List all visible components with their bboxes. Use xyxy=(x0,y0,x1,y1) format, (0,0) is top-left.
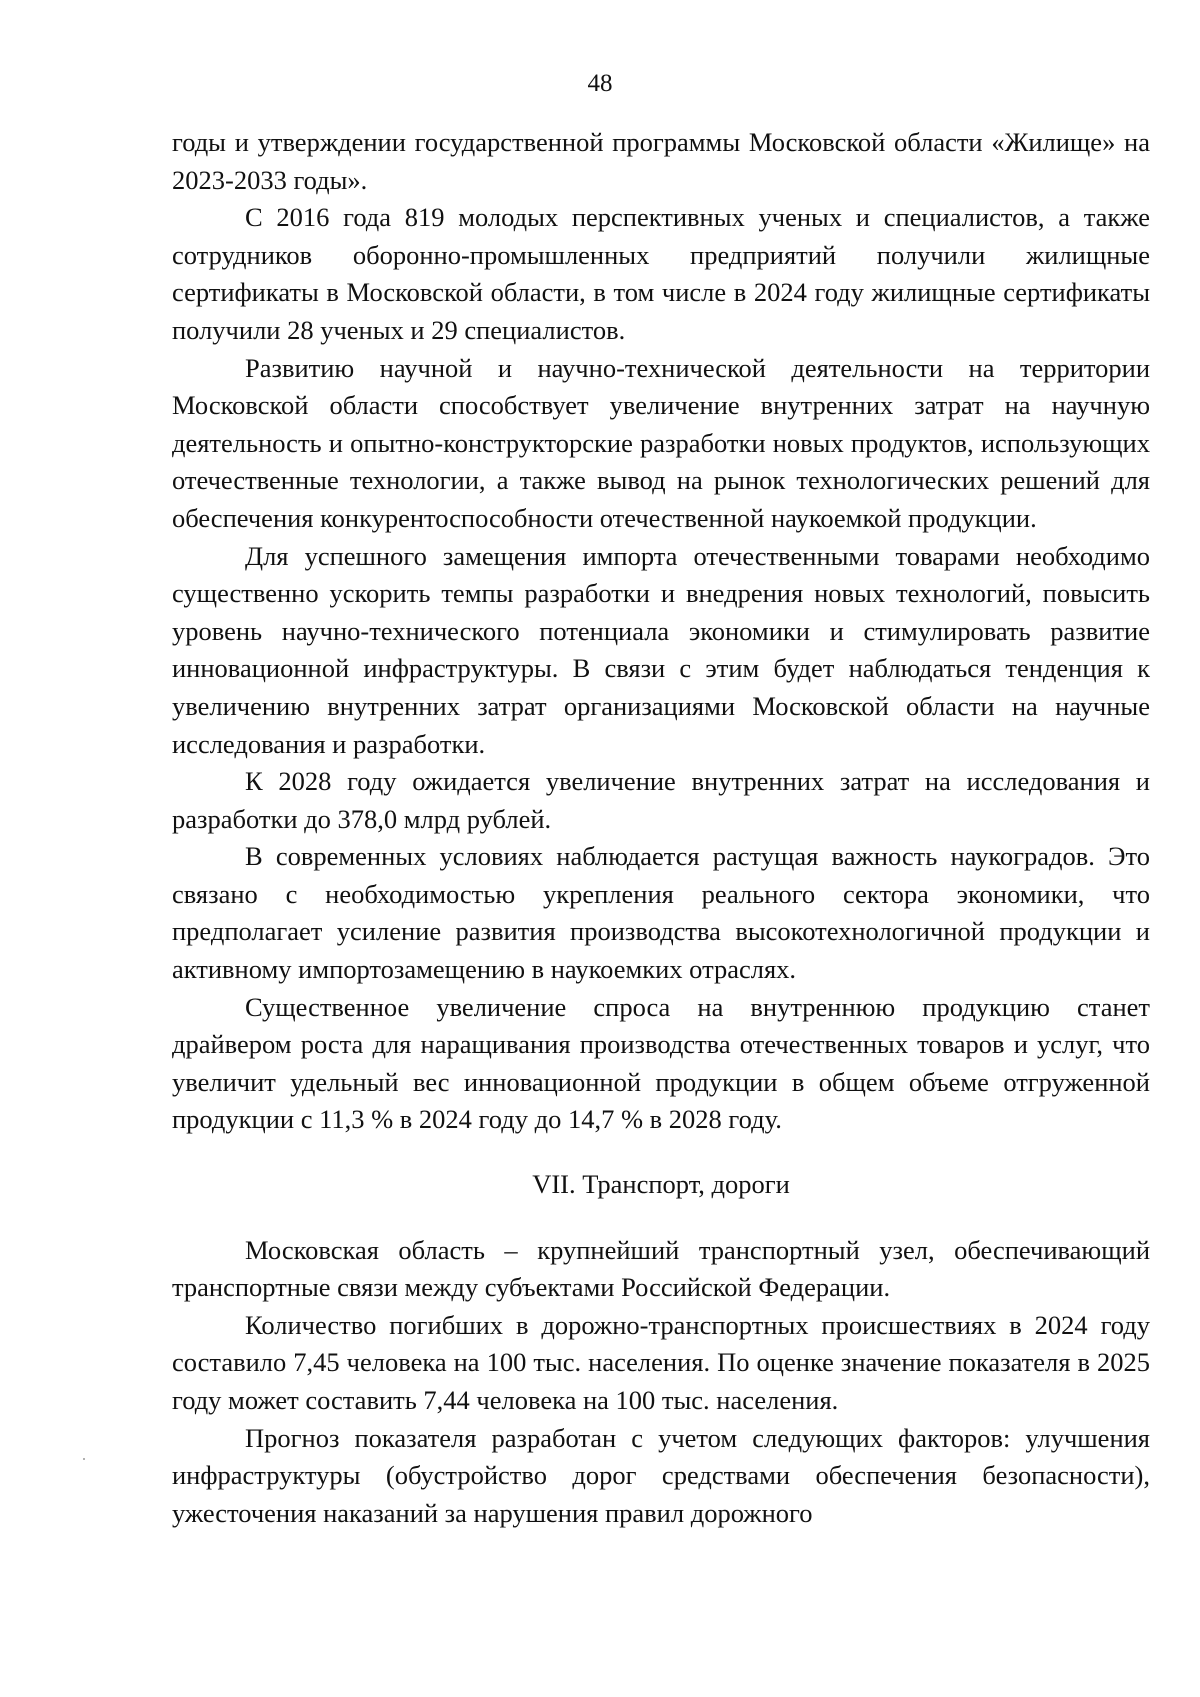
section-heading: VII. Транспорт, дороги xyxy=(532,1169,790,1200)
paragraph-rnd-costs: К 2028 году ожидается увеличение внутренних затрат на исследования и разработки до 378,0 млрд рублей. xyxy=(172,766,1150,834)
paragraph-import-substitution: Для успешного замещения импорта отечественными товарами необходимо существенно ускорить темпы разработки и внедрения новых технологий, повысить уровень научно-технического потенциала экономики и стимулировать развитие инновационной инфраструктуры. В связи с этим будет наблюдаться тенденция к увеличению внутренних затрат организациями Московской области на научные исследования и разработки. xyxy=(172,540,1150,759)
paragraph-scientific-activity: Развитию научной и научно-технической деятельности на территории Московской области способствует увеличение внутренних затрат на научную деятельность и опытно-конструкторские разработки новых продуктов, использующих отечественные технологии, а также вывод на рынок технологических решений для обеспечения конкурентоспособности отечественной наукоемкой продукции. xyxy=(172,352,1150,533)
paragraph-housing-certificates: С 2016 года 819 молодых перспективных ученых и специалистов, а также сотрудников оборонно-промышленных предприятий получили жилищные сертификаты в Московской области, в том числе в 2024 году жилищные сертификаты получили 28 ученых и 29 специалистов. xyxy=(172,202,1150,345)
paragraph-science-cities: В современных условиях наблюдается растущая важность наукоградов. Это связано с необходимостью укрепления реального сектора экономики, что предполагает усиление развития производства высокотехнологичной продукции и активному импортозамещению в наукоемких отраслях. xyxy=(172,841,1150,985)
paragraph-transport-hub: Московская область – крупнейший транспортный узел, обеспечивающий транспортные связи между субъектами Российской Федерации. xyxy=(172,1234,1150,1303)
paragraph-road-fatalities: Количество погибших в дорожно-транспортных происшествиях в 2024 году составило 7,45 человека на 100 тыс. населения. По оценке значение показателя в 2025 году может составить 7,44 человека на 100 тыс. населения. xyxy=(172,1309,1150,1415)
document-body xyxy=(172,124,1150,1532)
paragraph-continuation: годы и утверждении государственной программы Московской области «Жилище» на 2023-2033 годы». xyxy=(172,127,1150,195)
scan-speck xyxy=(83,1458,85,1460)
paragraph-innovative-products: Существенное увеличение спроса на внутреннюю продукцию станет драйвером роста для наращивания производства отечественных товаров и услуг, что увеличит удельный вес инновационной продукции в общем объеме отгруженной продукции с 11,3 % в 2024 году до 14,7 % в 2028 году. xyxy=(172,991,1150,1135)
page-number: 48 xyxy=(587,70,613,97)
paragraph-forecast-factors: Прогноз показателя разработан с учетом следующих факторов: улучшения инфраструктуры (обустройство дорог средствами обеспечения безопасности), ужесточения наказаний за нарушения правил дорожного xyxy=(172,1422,1150,1528)
